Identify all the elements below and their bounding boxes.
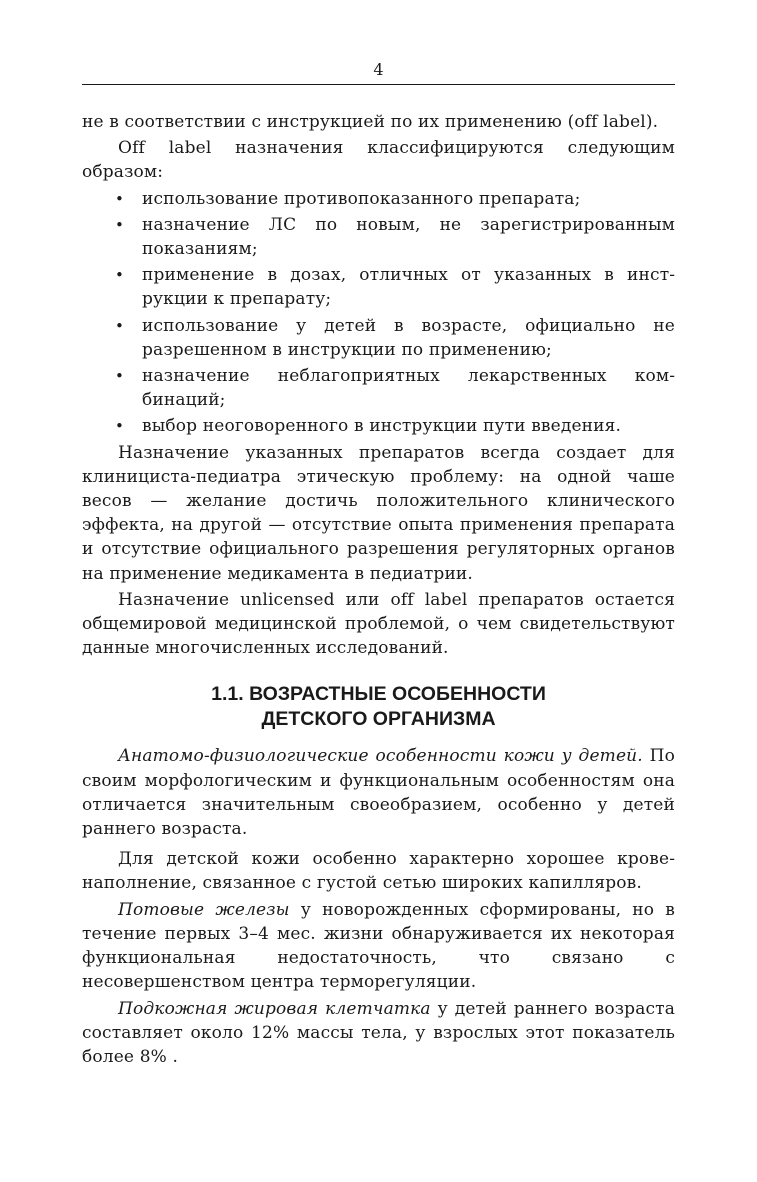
list-item <box>82 364 675 412</box>
subcutaneous-fat-text: у детей раннего возраста составляет около 12% массы тела, у взрослых этот показатель более 8% . <box>82 998 675 1067</box>
bullet-icon: • <box>115 316 124 335</box>
header-rule <box>82 84 675 85</box>
subcutaneous-fat-term: Подкожная жировая клетчатка <box>118 998 431 1019</box>
list-item-text: применение в дозах, отличных от указанных в инструкции к препарату; <box>142 265 675 310</box>
subcutaneous-fat-paragraph <box>82 997 675 1070</box>
list-item-text: выбор неоговоренного в инструкции пути введения. <box>142 416 622 437</box>
list-item <box>82 414 675 438</box>
intro-continuation: не в соответствии с инструкцией по их применению (off label). <box>82 112 659 132</box>
classification-lead: Off label назначения классифицируются следующим образом: <box>82 138 675 183</box>
list-item <box>82 187 675 211</box>
section-title <box>82 682 675 732</box>
sweat-glands-paragraph <box>82 898 675 995</box>
list-item <box>82 263 675 311</box>
list-item-text: назначение неблагоприятных лекарственных комбинаций; <box>142 366 675 411</box>
list-item <box>82 213 675 261</box>
skin-description: По своим морфологическим и функциональным особенностям она отличается значительным своеобразием, особенно у детей раннего возраста. <box>82 746 676 840</box>
list-item <box>82 314 675 362</box>
list-item-text: использование у детей в возрасте, официально не разрешенном в инструкции по применению; <box>142 315 675 360</box>
bullet-icon: • <box>115 367 124 386</box>
list-item-text: назначение ЛС по новым, не зарегистрированным показаниям; <box>142 214 675 260</box>
section-title-line-2: ДЕТСКОГО ОРГАНИЗМА <box>261 708 496 731</box>
page-number: 4 <box>373 60 384 79</box>
off-label-list <box>82 187 675 439</box>
bullet-icon: • <box>115 189 124 208</box>
skin-paragraph <box>82 744 675 841</box>
bullet-icon: • <box>115 417 124 436</box>
ethical-problem-paragraph: Назначение указанных препаратов всегда создает для клинициста-педиатра этическую проблему: на одной чаше весов — желание достичь положительного клинического эффекта, на другой — отсутствие опыта применения препарата и отсутствие официального разрешения регуляторных органов на применение медикамента в педиатрии. <box>82 442 675 584</box>
blood-supply-paragraph: Для детской кожи особенно характерно хорошее кровенаполнение, связанное с густой сетью широких капилляров. <box>82 849 675 894</box>
list-item-text: использование противопоказанного препарата; <box>142 188 581 209</box>
bullet-icon: • <box>115 215 124 234</box>
worldwide-problem-paragraph: Назначение unlicensed или off label препаратов остается общемировой медицинской проблемой, о чем свидетельствуют данные многочисленных исследований. <box>82 589 675 659</box>
section-title-line-1: 1.1. ВОЗРАСТНЫЕ ОСОБЕННОСТИ <box>211 683 546 706</box>
sweat-glands-text: у новорожденных сформированы, но в течение первых 3–4 мес. жизни обнаруживается их некоторая функциональная недостаточность, что связано с несовершенством центра терморегуляции. <box>82 899 675 993</box>
page-body <box>82 110 675 1071</box>
bullet-icon: • <box>115 266 124 285</box>
skin-term: Анатомо-физиологические особенности кожи у детей. <box>118 746 643 767</box>
sweat-glands-term: Потовые железы <box>118 899 290 920</box>
